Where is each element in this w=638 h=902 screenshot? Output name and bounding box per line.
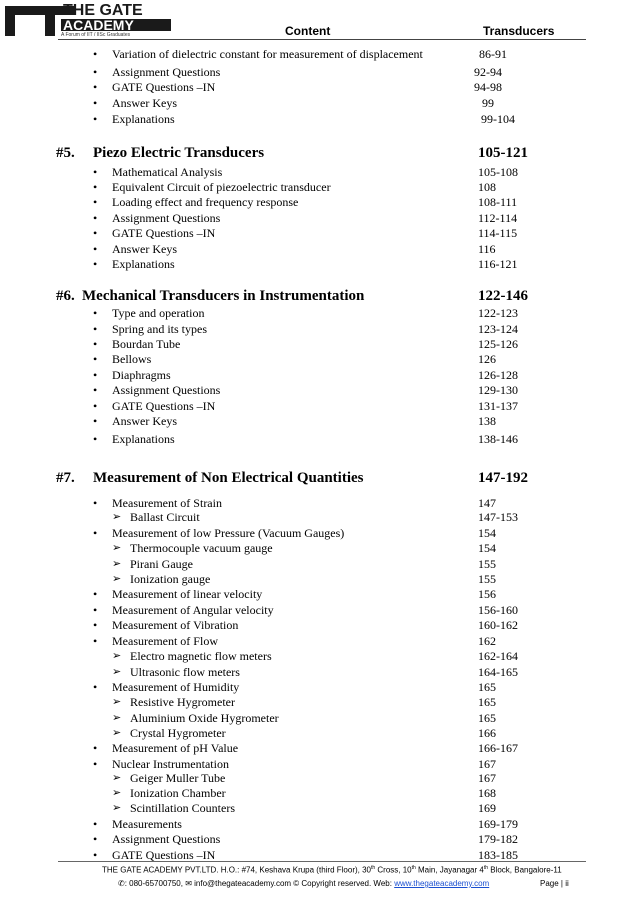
bullet-icon: •	[93, 587, 98, 601]
bullet-icon: •	[93, 112, 98, 126]
bullet-icon: •	[93, 322, 98, 336]
bullet-icon: •	[93, 47, 98, 61]
bullet-icon: •	[93, 757, 98, 771]
bullet-icon: •	[93, 634, 98, 648]
bullet-icon: •	[93, 65, 98, 79]
arrow-bullet-icon: ➢	[112, 666, 122, 678]
bullet-icon: •	[93, 352, 98, 366]
section-pages: 147-192	[478, 470, 528, 486]
bullet-icon: •	[93, 195, 98, 209]
bullet-icon: •	[93, 337, 98, 351]
bullet-icon: •	[93, 226, 98, 240]
bullet-icon: •	[93, 526, 98, 540]
arrow-bullet-icon: ➢	[112, 772, 122, 784]
bullet-icon: •	[93, 180, 98, 194]
arrow-bullet-icon: ➢	[112, 727, 122, 739]
logo-tagline: A Forum of IIT / IISc Graduates	[61, 32, 131, 38]
gate-academy-logo	[5, 3, 195, 41]
bullet-icon: •	[93, 383, 98, 397]
arrow-bullet-icon: ➢	[112, 787, 122, 799]
footer-contact: ✆: 080-65700750, ✉ info@thegateacademy.com © Copyright reserved. Web: www.thegateacademy.com	[118, 879, 490, 888]
bullet-icon: •	[93, 680, 98, 694]
arrow-bullet-icon: ➢	[112, 511, 122, 523]
header-rule	[58, 39, 586, 40]
bullet-icon: •	[93, 257, 98, 271]
bullet-icon: •	[93, 741, 98, 755]
bullet-icon: •	[93, 80, 98, 94]
bullet-icon: •	[93, 242, 98, 256]
bullet-icon: •	[93, 96, 98, 110]
header-title: Content	[285, 24, 331, 38]
bullet-icon: •	[93, 306, 98, 320]
page-header	[0, 0, 638, 42]
bullet-icon: •	[93, 165, 98, 179]
logo-line1: THE GATE	[63, 2, 143, 19]
section-title: Mechanical Transducers in Instrumentation	[82, 288, 365, 304]
header-subject: Transducers	[483, 24, 555, 38]
section-title: Piezo Electric Transducers	[93, 145, 265, 161]
arrow-bullet-icon: ➢	[112, 542, 122, 554]
bullet-icon: •	[93, 817, 98, 831]
section-number: #5.	[56, 145, 75, 161]
bullet-icon: •	[93, 496, 98, 510]
section-pages: 105-121	[478, 145, 528, 161]
logo-line2: ACADEMY	[63, 17, 134, 33]
mail-icon: ✉	[185, 879, 192, 888]
arrow-bullet-icon: ➢	[112, 696, 122, 708]
arrow-bullet-icon: ➢	[112, 802, 122, 814]
arrow-bullet-icon: ➢	[112, 558, 122, 570]
footer-address: THE GATE ACADEMY PVT.LTD. H.O.: #74, Keshava Krupa (third Floor), 30th Cross, 10th Main, Jayanagar 4th Block, Bangalore-11	[102, 865, 562, 875]
bullet-icon: •	[93, 211, 98, 225]
bullet-icon: •	[93, 432, 98, 446]
bullet-icon: •	[93, 832, 98, 846]
page-number: Page | ii	[540, 879, 569, 888]
bullet-icon: •	[93, 399, 98, 413]
arrow-bullet-icon: ➢	[112, 573, 122, 585]
bullet-icon: •	[93, 414, 98, 428]
bullet-icon: •	[93, 603, 98, 617]
footer-rule	[58, 861, 586, 862]
section-pages: 122-146	[478, 288, 528, 304]
bullet-icon: •	[93, 368, 98, 382]
arrow-bullet-icon: ➢	[112, 712, 122, 724]
section-number: #7.	[56, 470, 75, 486]
section-number: #6.	[56, 288, 75, 304]
website-link[interactable]: www.thegateacademy.com	[394, 879, 490, 888]
phone-icon: ✆	[118, 879, 125, 888]
bullet-icon: •	[93, 618, 98, 632]
bullet-icon: •	[93, 848, 98, 862]
section-title: Measurement of Non Electrical Quantities	[93, 470, 364, 486]
arrow-bullet-icon: ➢	[112, 650, 122, 662]
